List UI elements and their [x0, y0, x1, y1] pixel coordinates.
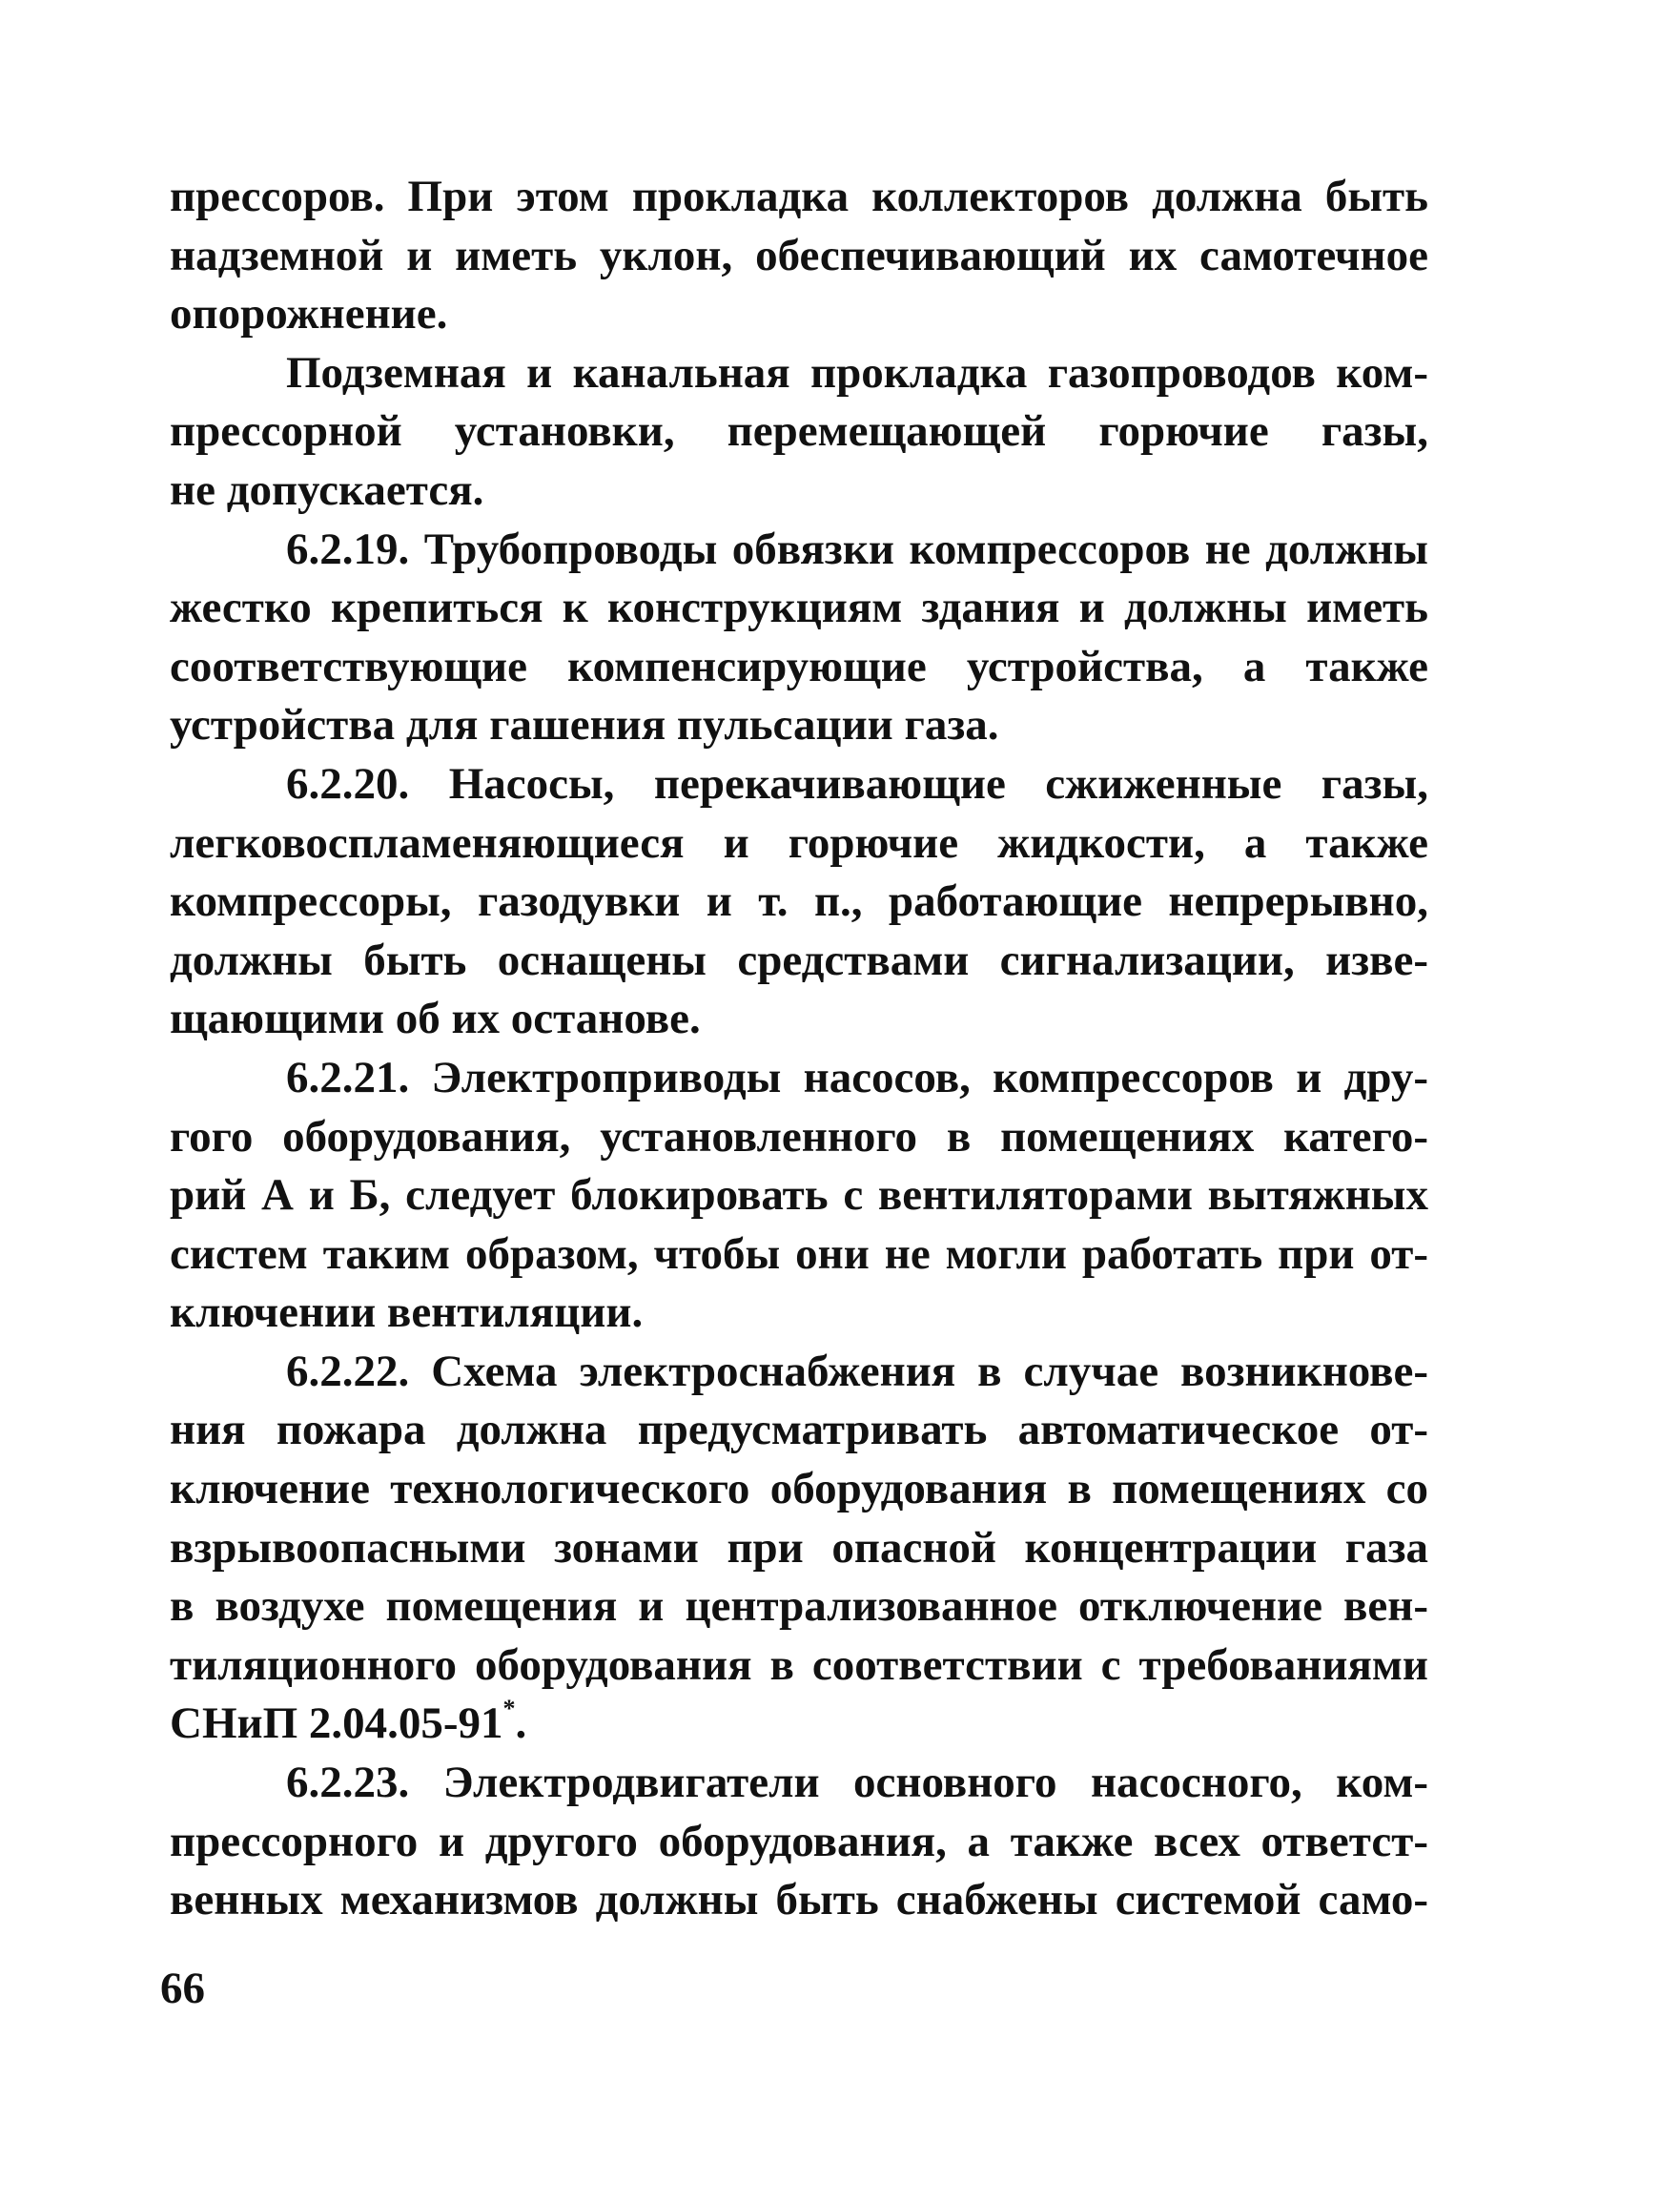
text-line: ключение технологического оборудования в помещениях со	[170, 1464, 1428, 1514]
text-line: должны быть оснащены средствами сигнализации, изве-	[170, 935, 1428, 985]
text-line: прессорной установки, перемещающей горючие газы,	[170, 406, 1428, 457]
page-number: 66	[160, 1964, 205, 2013]
text-line: венных механизмов должны быть снабжены системой само-	[170, 1875, 1428, 1925]
paragraph-first-line: 6.2.21. Электроприводы насосов, компрессоров и дру-	[286, 1052, 1428, 1102]
paragraph-first-line: 6.2.22. Схема электроснабжения в случае возникнове-	[286, 1346, 1428, 1396]
footnote-mark: *	[502, 1695, 516, 1723]
text-line: надземной и иметь уклон, обеспечивающий их самотечное	[170, 230, 1428, 280]
text-line: щающими об их останове.	[170, 994, 701, 1044]
text-line: компрессоры, газодувки и т. п., работающие непрерывно,	[170, 876, 1428, 927]
text-line: легковоспламеняющиеся и горючие жидкости, а также	[170, 817, 1428, 868]
body-text	[170, 168, 1428, 1930]
text-line: ния пожара должна предусматривать автоматическое от-	[170, 1405, 1428, 1455]
paragraph-first-line: 6.2.23. Электродвигатели основного насосного, ком-	[286, 1758, 1428, 1808]
paragraph-first-line: Подземная и канальная прокладка газопроводов ком-	[286, 347, 1428, 398]
text-line: ключении вентиляции.	[170, 1287, 644, 1338]
text-line: рий А и Б, следует блокировать с вентиляторами вытяжных	[170, 1170, 1428, 1221]
text-line: гого оборудования, установленного в помещениях катего-	[170, 1111, 1428, 1162]
text-line: опорожнение.	[170, 289, 448, 340]
text-line: прессорного и другого оборудования, а также всех ответст-	[170, 1816, 1428, 1866]
text-line-with-footnote	[170, 1695, 1428, 1754]
paragraph-first-line: 6.2.19. Трубопроводы обвязки компрессоров не должны	[286, 524, 1428, 574]
text-line: систем таким образом, чтобы они не могли работать при от-	[170, 1228, 1428, 1279]
text-line: прессоров. При этом прокладка коллекторов должна быть	[170, 172, 1428, 221]
snip-reference: СНиП 2.04.05-91	[170, 1698, 503, 1749]
paragraph-first-line: 6.2.20. Насосы, перекачивающие сжиженные газы,	[286, 758, 1428, 809]
text-line: не допускается.	[170, 464, 484, 515]
text-line: устройства для гашения пульсации газа.	[170, 700, 999, 751]
text-line: тиляционного оборудования в соответствии с требованиями	[170, 1639, 1428, 1690]
text-line: соответствующие компенсирующие устройства, а также	[170, 641, 1428, 691]
text-line: взрывоопасными зонами при опасной концентрации газа	[170, 1522, 1428, 1573]
text-line: в воздухе помещения и централизованное отключение вен-	[170, 1581, 1428, 1632]
sentence-end: .	[515, 1698, 527, 1749]
text-line: жестко крепиться к конструкциям здания и должны иметь	[170, 583, 1428, 633]
